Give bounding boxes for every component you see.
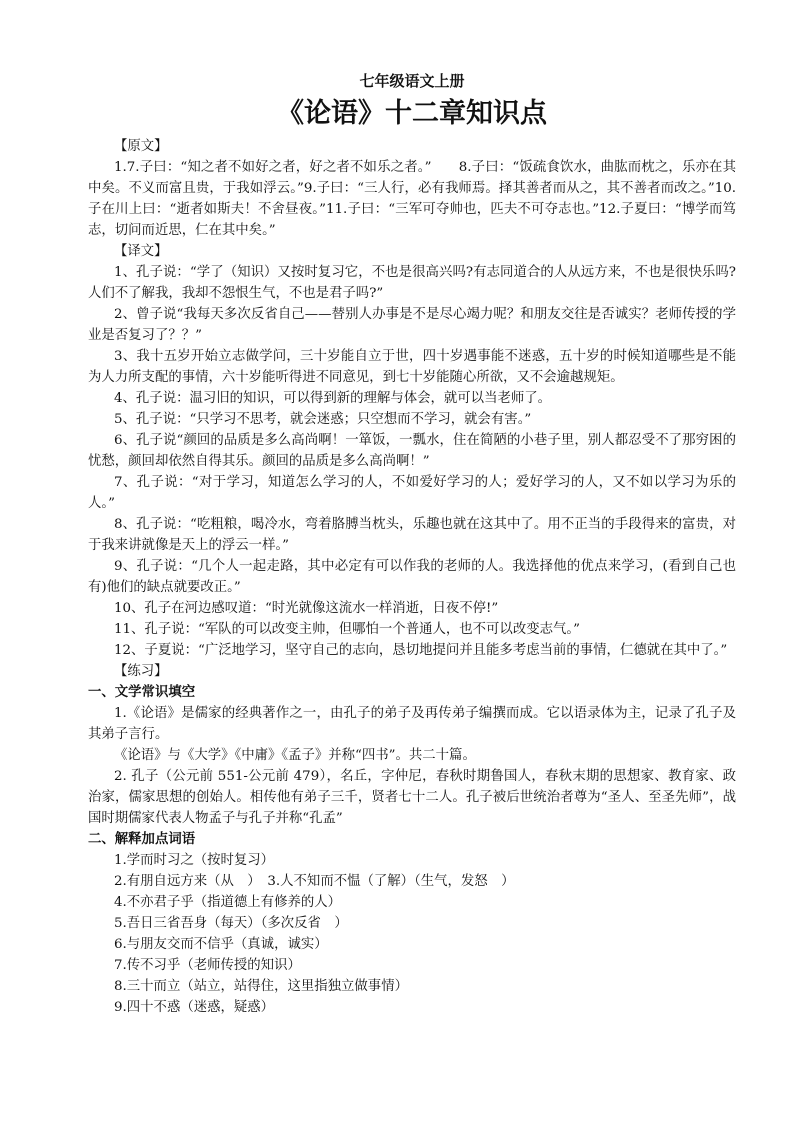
vocab-item: 5.吾日三省吾身（每天）（多次反省 ）	[114, 916, 348, 931]
practice-paragraph: 《论语》与《大学》《中庸》《孟子》并称“四书”。共二十篇。	[114, 748, 476, 763]
practice-label: 【练习】	[114, 664, 168, 679]
document-body	[88, 136, 736, 1018]
translation-item: 10、孔子在河边感叹道：“时光就像这流水一样消逝，日夜不停!”	[114, 601, 499, 616]
original-label: 【原文】	[114, 139, 168, 154]
translation-item: 1、孔子说：“学了（知识）又按时复习它，不也是很高兴吗?有志同道合的人从远方来，不也是很快乐吗?人们不了解我，我却不怨恨生气，不也是君子吗?”	[88, 265, 736, 301]
vocab-item: 7.传不习乎（老师传授的知识）	[114, 958, 301, 973]
translation-item: 6、孔子说“颜回的品质是多么高尚啊！一箪饭，一瓢水，住在简陋的小巷子里，别人都忍受不了那穷困的忧愁，颜回却依然自得其乐。颜回的品质是多么高尚啊！”	[88, 433, 736, 469]
translation-item: 2、曾子说“我每天多次反省自己——替别人办事是不是尽心竭力呢？和朋友交往是否诚实？老师传授的学业是否复习了？？”	[88, 307, 736, 343]
translation-item: 5、孔子说：“只学习不思考，就会迷惑；只空想而不学习，就会有害。”	[114, 412, 532, 427]
translation-item: 4、孔子说：温习旧的知识，可以得到新的理解与体会，就可以当老师了。	[114, 391, 552, 406]
page-title: 《论语》十二章知识点	[277, 98, 547, 129]
vocab-item: 6.与朋友交而不信乎（真诚，诚实）	[114, 937, 328, 952]
translation-item: 3、我十五岁开始立志做学问，三十岁能自立于世，四十岁遇事能不迷惑，五十岁的时候知道哪些是不能为人力所支配的事情，六十岁能听得进不同意见，到七十岁能随心所欲，又不会逾越规矩。	[88, 349, 736, 385]
practice-paragraph: 1.《论语》是儒家的经典著作之一，由孔子的弟子及再传弟子编撰而成。它以语录体为主，记录了孔子及其弟子言行。	[88, 706, 736, 742]
translation-label: 【译文】	[114, 244, 168, 259]
vocab-item: 9.四十不惑（迷惑，疑惑）	[114, 1000, 275, 1015]
original-text: 1.7.子曰：“知之者不如好之者，好之者不如乐之者。” 8.子曰：“饭疏食饮水，曲肱而枕之，乐亦在其中矣。不义而富且贵，于我如浮云。”9.子曰：“三人行，必有我师焉。择其善者而从之，其不善者而改之。”10.子在川上曰：“逝者如斯夫！不舍昼夜。”11.子曰：“三军可夺帅也，匹夫不可夺志也。”12.子夏曰：“博学而笃志，切问而近思，仁在其中矣。”	[88, 160, 736, 238]
translation-item: 12、子夏说：“广泛地学习，坚守自己的志向，恳切地提问并且能多考虑当前的事情，仁德就在其中了。”	[114, 643, 728, 658]
vocab-item: 1.学而时习之（按时复习）	[114, 853, 275, 868]
section-heading: 二、解释加点词语	[88, 832, 196, 847]
translation-item: 9、孔子说：“几个人一起走路，其中必定有可以作我的老师的人。我选择他的优点来学习，(看到自己也有)他们的缺点就要改正。”	[88, 559, 736, 595]
translation-item: 7、孔子说：“对于学习，知道怎么学习的人，不如爱好学习的人；爱好学习的人，又不如以学习为乐的人。”	[88, 475, 736, 511]
practice-paragraph: 2. 孔子（公元前 551-公元前 479），名丘，字仲尼，春秋时期鲁国人，春秋末期的思想家、教育家、政治家，儒家思想的创始人。相传他有弟子三千，贤者七十二人。孔子被后世统治者尊为“圣人、至圣先师”，战国时期儒家代表人物孟子与孔子并称“孔孟”	[88, 769, 736, 826]
vocab-item: 4.不亦君子乎（指道德上有修养的人）	[114, 895, 342, 910]
vocab-item: 8.三十而立（站立，站得住，这里指独立做事情）	[114, 979, 408, 994]
vocab-item: 2.有朋自远方来（从 ） 3.人不知而不愠（了解）（生气，发怒 ）	[114, 874, 515, 889]
section-heading: 一、文学常识填空	[88, 685, 196, 700]
translation-item: 8、孔子说：“吃粗粮，喝冷水，弯着胳膊当枕头，乐趣也就在这其中了。用不正当的手段得来的富贵，对于我来讲就像是天上的浮云一样。”	[88, 517, 736, 553]
document-page	[88, 70, 736, 1018]
grade-subtitle: 七年级语文上册	[359, 72, 465, 90]
translation-item: 11、孔子说：“军队的可以改变主帅，但哪怕一个普通人，也不可以改变志气。”	[114, 622, 580, 637]
